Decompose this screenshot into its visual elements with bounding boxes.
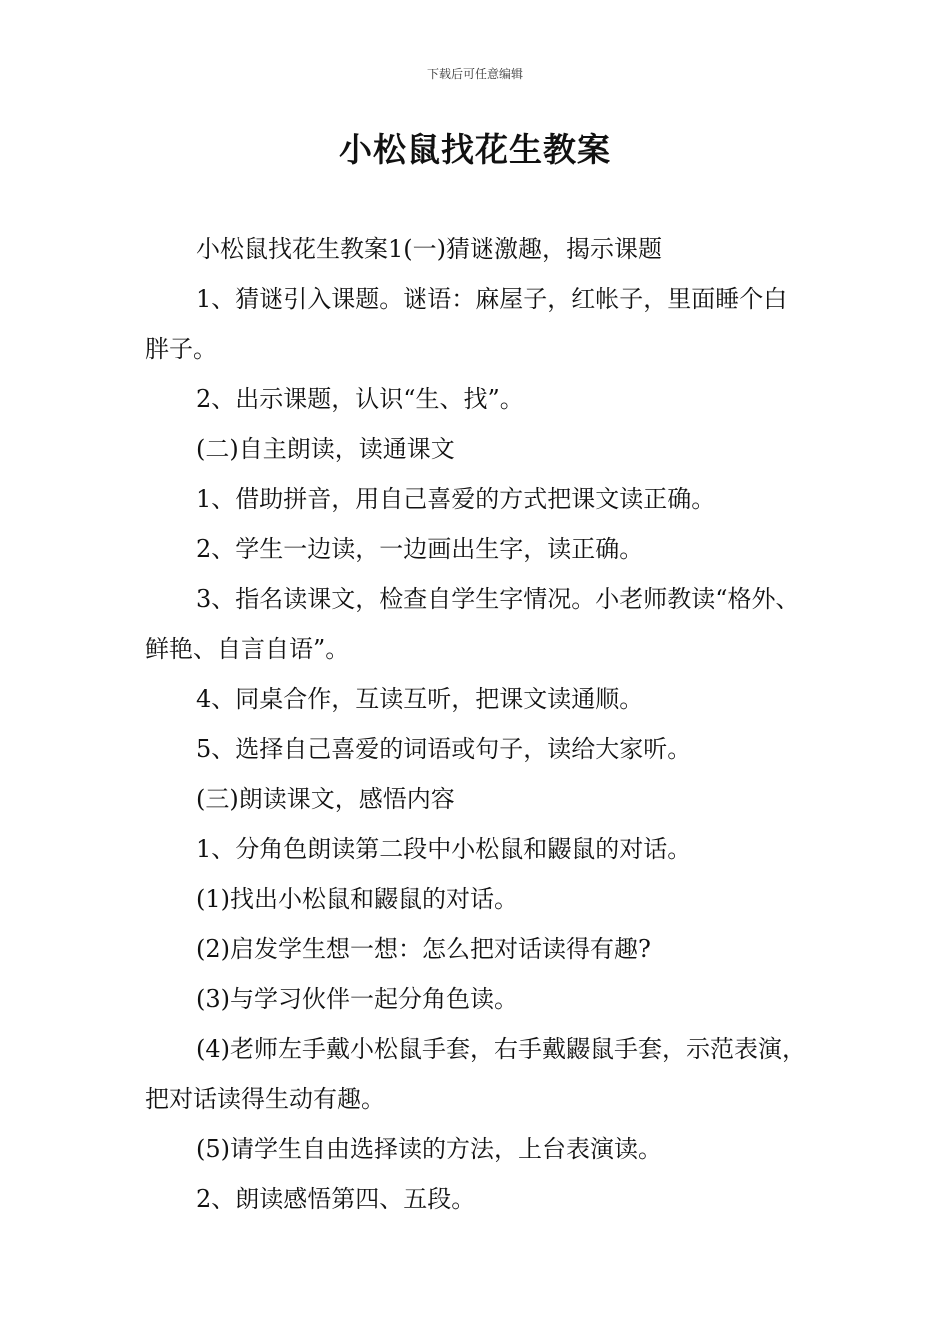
paragraph: 1、分角色朗读第二段中小松鼠和鼹鼠的对话。	[196, 835, 692, 863]
paragraph: 1、借助拼音，用自己喜爱的方式把课文读正确。	[196, 485, 716, 513]
paragraph: 2、朗读感悟第四、五段。	[196, 1185, 476, 1213]
section-heading: (二)自主朗读，读通课文	[196, 435, 455, 463]
paragraph: (5)请学生自由选择读的方法，上台表演读。	[196, 1135, 662, 1163]
paragraph: (4)老师左手戴小松鼠手套，右手戴鼹鼠手套，示范表演，把对话读得生动有趣。	[145, 1035, 806, 1113]
paragraph: (1)找出小松鼠和鼹鼠的对话。	[196, 885, 518, 913]
paragraph: (3)与学习伙伴一起分角色读。	[196, 985, 518, 1013]
paragraph: 2、学生一边读，一边画出生字，读正确。	[196, 535, 644, 563]
paragraph: (2)启发学生想一想：怎么把对话读得有趣?	[196, 935, 651, 963]
paragraph: 小松鼠找花生教案1(一)猜谜激趣，揭示课题	[196, 235, 662, 263]
section-heading: (三)朗读课文，感悟内容	[196, 785, 455, 813]
paragraph: 1、猜谜引入课题。谜语：麻屋子，红帐子，里面睡个白胖子。	[145, 285, 788, 363]
paragraph: 2、出示课题，认识“生、找”。	[196, 385, 524, 413]
paragraph: 5、选择自己喜爱的词语或句子，读给大家听。	[196, 735, 692, 763]
paragraph: 3、指名读课文，检查自学生字情况。小老师教读“格外、鲜艳、自言自语”。	[145, 585, 800, 663]
document-body	[145, 224, 810, 1224]
header-note: 下载后可任意编辑	[426, 67, 523, 81]
document-title: 小松鼠找花生教案	[339, 130, 611, 169]
paragraph: 4、同桌合作，互读互听，把课文读通顺。	[196, 685, 644, 713]
